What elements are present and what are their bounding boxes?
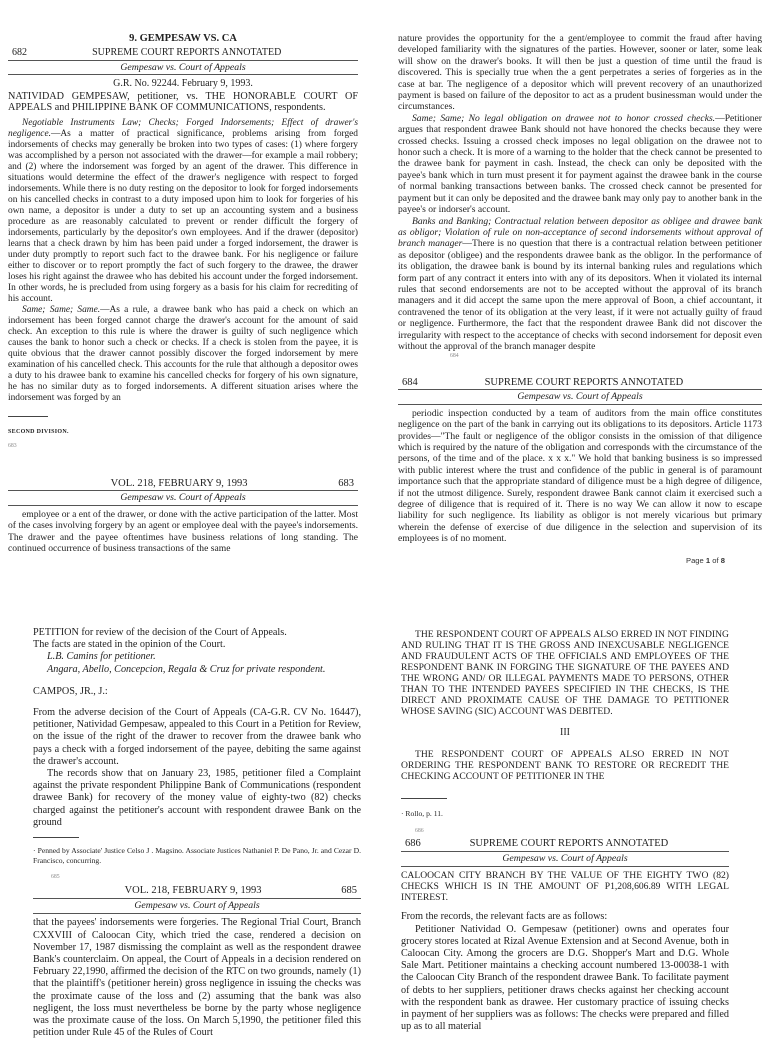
syllabus-4-head: Banks and Banking; Contractual relation between depositor as obligee and drawee bank as obligor; Violation of rule on non-acceptance of second indorsements without approval of branch manager (398, 215, 762, 250)
running-header-685 (33, 885, 361, 899)
body-paragraph: periodic inspection conducted by a team of auditors from the main office constitutes negligence on the part of the bank in carrying out its obligations to its depositors. Article 1173 provides—"The fault or negligence of the obligor consists in the omission of that diligence which is required by the nature of the obligation and corresponds with the circumstance of the persons, of the time and of the place. x x x." We hold that banking business is so impressed with public interest where the trust and confidence of the public in general is of paramount importance such that the appropriate standard of diligence must be a high degree of diligence, if not the utmost diligence. Surely, respondent drawee Bank cannot claim it exercised such a degree of diligence that is required of it. There is no way We can allow it now to escape liability for such negligence. Its liability as obligor is not merely vicarious but primary wherein the defense of exercise of due diligence in the selection and supervision of its employees is of no moment. (398, 407, 762, 545)
running-subhead: Gempesaw vs. Court of Appeals (398, 391, 762, 404)
running-subhead: Gempesaw vs. Court of Appeals (401, 853, 729, 867)
total-pages: 8 (720, 556, 725, 565)
bottom-right-continuation (401, 838, 729, 1033)
page-marker-683: 683 (8, 443, 17, 450)
top-right-column (398, 33, 762, 360)
footnote-rule (401, 798, 447, 799)
running-header-682 (8, 47, 358, 60)
ponente: CAMPOS, JR., J.: (33, 685, 108, 697)
syllabus-1 (8, 118, 358, 404)
page-number: 685 (341, 885, 357, 896)
body-paragraph: PETITION for review of the decision of the Court of Appeals. (33, 627, 287, 638)
reporter-title: SUPREME COURT REPORTS ANNOTATED (469, 838, 669, 849)
volume-line: VOL. 218, FEBRUARY 9, 1993 (110, 478, 248, 489)
footnote-rule (8, 416, 48, 417)
volume-line: VOL. 218, FEBRUARY 9, 1993 (124, 885, 262, 896)
body-paragraph: that the payees' indorsements were forgeries. The Regional Trial Court, Branch CXXVIII of Caloocan City, which tried the case, rendered a decision on November 17, 1987 dismissing the complaint as well as the respondent drawee Bank's counterclaim. On appeal, the Court of Appeals in a decision rendered on February 22,1990, affirmed the decision of the RTC on two grounds, namely (1) that the plaintiff's (petitioner herein) gross negligence in issuing the checks was the proximate cause of the loss and (2) assuming that the bank was also negligent, the loss must nevertheless be borne by the party whose negligence was the proximate cause of the loss. On March 5,1990, the petitioner filed this petition under Rule 45 of the Rules of Court (33, 917, 361, 1039)
page-number: 684 (402, 377, 418, 388)
assignment-of-error-2: THE RESPONDENT COURT OF APPEALS ALSO ERRED IN NOT FINDING AND RULING THAT IT IS THE GROSS AND INEXCUSABLE NEGLIGENCE AND FRAUDULENT ACTS OF THE OFFICIALS AND EMPLOYEES OF THE RESPONDENT BANK IN FORGING THE SIGNATURE OF THE PAYEES AND THE WRONG AND/ OR ILLEGAL PAYMENTS MADE TO PERSONS, OTHER THAN TO THE INTENDED PAYEES SPECIFIED IN THE CHECKS, IS THE DIRECT AND PROXIMATE CAUSE OF THE DAMAGE TO PETITIONER WHOSE SAVING (SIC) ACCOUNT WAS DEBITED. (401, 629, 729, 717)
page-marker-684: 684 (450, 353, 459, 360)
top-right-continuation (398, 377, 762, 545)
counsel-respondent: Angara, Abello, Concepcion, Regala & Cruz for private respondent. (47, 663, 326, 675)
division-note: SECOND DIVISION. (8, 428, 69, 435)
running-header-686 (401, 838, 729, 852)
running-header-683 (8, 478, 358, 491)
body-paragraph: From the records, the relevant facts are as follows: (401, 911, 608, 923)
body-paragraph: employee or a ent of the drawer, or done with the active participation of the latter. Most of the cases involving forgery by an agent or employee deal with the payee's indorsements. The drawer and the payee oftentimes have business relations of long standing. The continued occurrence of business transactions of the same (8, 508, 358, 555)
bottom-left-column (33, 627, 361, 881)
reporter-title: SUPREME COURT REPORTS ANNOTATED (484, 377, 684, 388)
parties: NATIVIDAD GEMPESAW, petitioner, vs. THE HONORABLE COURT OF APPEALS and PHILIPPINE BANK OF COMMUNICATIONS, respondents. (8, 90, 358, 114)
top-left-column (8, 33, 358, 454)
body-paragraph: The facts are stated in the opinion of the Court. (33, 639, 226, 651)
running-header-684 (398, 377, 762, 390)
syllabus-3-body: —Petitioner argues that respondent drawee Bank should not have honored the checks because they were crossed checks. Issuing a crossed check imposes no legal obligation on the drawee not to honor such a check. It is more of a warning to the holder that the check cannot be presented to the drawee bank for payment in cash. Instead, the check can only be deposited with the payee's bank which in turn must present it for payment against the drawee bank in the course of normal banking transactions between banks. The crossed check cannot be presented for payment but it can only be deposited and the drawee bank may only pay to another bank in the payee's or indorser's account. (398, 112, 762, 216)
body-paragraph: nature provides the opportunity for the a gent/employee to commit the fraud after having developed familiarity with the signatures of the parties. However, sooner or later, some leak will show on the drawer's books. It will then be just a question of time until the fraud is discovered. This is specially true when the a gent perpetrates a series of forgeries as in the case at bar. The negligence of a depositor which will prevent recovery of an unauthorized payment is based on failure of the depositor to act as a prudent businessman would under the circumstances. (398, 33, 762, 113)
running-subhead: Gempesaw vs. Court of Appeals (8, 492, 358, 505)
current-page: 1 (705, 556, 711, 565)
page-number: 683 (338, 478, 354, 489)
bottom-right-column (401, 629, 729, 835)
running-subhead: Gempesaw vs. Court of Appeals (33, 900, 361, 914)
gr-number: G.R. No. 92244. February 9, 1993. (113, 78, 253, 90)
reporter-title: SUPREME COURT REPORTS ANNOTATED (92, 47, 282, 59)
syllabus-3-head: Same; Same; No legal obligation on drawee not to honor crossed checks. (412, 112, 716, 124)
body-paragraph: From the adverse decision of the Court of Appeals (CA-G.R. CV No. 16447), petitioner, Natividad Gempesaw, appealed to this Court in a Petition for Review, on the issue of the right of the drawer to recover from the drawee bank who pays a check with a forged indorsement of the payee, debiting the same against the drawer's account. (33, 707, 361, 767)
page-number: 686 (405, 838, 421, 849)
page-marker-685: 685 (51, 874, 60, 881)
bottom-left-continuation (33, 885, 361, 1039)
counsel-petitioner: L.B. Camins for petitioner. (47, 651, 156, 663)
syllabus-2-head: Same; Same; Same. (22, 304, 101, 315)
syllabus-1-head: Negotiable Instruments Law; Checks; Forged Indorsements; Effect of drawer's negligence. (8, 117, 358, 139)
running-subhead: Gempesaw vs. Court of Appeals (8, 62, 358, 75)
top-left-continuation (8, 478, 358, 554)
footnote: · Rollo, p. 11. (401, 809, 443, 819)
case-title: 9. GEMPESAW VS. CA (129, 33, 237, 44)
syllabus-2-body: —As a rule, a drawee bank who has paid a check on which an indorsement has been forged cannot charge the drawer's account for the amount of said check. An exception to this rule is where the drawer is guilty of such negligence which causes the bank to honor such a check or checks. If a check is stolen from the payee, it is quite obvious that the drawer cannot possibly discover the forged indorsement by mere examination of his cancelled check. This accounts for the rule that although a depositor owes a duty to his drawee bank to examine his cancelled checks for forgery of his own signature, he has no similar duty as to forged indorsements. A different situation arises where the indorsement was forged by an (8, 304, 358, 403)
page-indicator: Page 1 of 8 (686, 556, 725, 565)
footnote-rule (33, 837, 79, 838)
syllabus-1-body: —As a matter of practical significance, problems arising from forged indorsements of checks may generally be broken into two types of cases: (1) where forgery was accomplished by a person not associated with the drawer—for example a mail robbery; and (2) where the indorsement was forged by an agent of the drawer. This difference in situations would determine the effect of the drawer's negligence with respect to forged indorsements. While there is no duty resting on the depositor to look for forged indorsements on his cancelled checks in contrast to a duty imposed upon him to look for forgeries of his own name, a depositor is under a duty to set up an accounting system and a business procedure as are reasonably calculated to prevent or render difficult the forgery of indorsements, particularly by the depositor's own employees. And if the drawer (depositor) learns that a check drawn by him has been paid under a forged indorsement, the drawer is under duty promptly to report such fact to the drawee bank. For his negligence or failure either to discover or to report promptly the fact of such forgery to the drawee, the drawer loses his right against the drawee who has debited his account under the forged indorsement. In other words, he is precluded from using forgery as a basis for his claim for recrediting of his account. (8, 128, 358, 304)
page-marker-686: 686 (415, 827, 424, 834)
page-number: 682 (12, 47, 27, 59)
body-paragraph: The records show that on January 23, 1985, petitioner filed a Complaint against the private respondent Philippine Bank of Communications (respondent drawee Bank) for recovery of the money value of eighty-two (82) checks charged against the petitioner's account with respondent drawee Bank on the ground (33, 768, 361, 828)
footnote: · Penned by Associate' Justice Celso J . Magsino. Associate Justices Nathaniel P. De Pano, Jr. and Cezar D. Francisco, concurring. (33, 846, 361, 865)
roman-numeral: III (560, 727, 570, 738)
assignment-of-error-3: THE RESPONDENT COURT OF APPEALS ALSO ERRED IN NOT ORDERING THE RESPONDENT BANK TO RESTORE OR RECREDIT THE CHECKING ACCOUNT OF PETITIONER IN THE (401, 749, 729, 783)
body-paragraph: Petitioner Natividad O. Gempesaw (petitioner) owns and operates four grocery stores located at Rizal Avenue Extension and at Second Avenue, both in Caloocan City. Among the grocers are D.G. Shopper's Mart and D.G. Whole Sale Mart. Petitioner maintains a checking account numbered 13-00038-1 with the Caloocan City Branch of the respondent drawee Bank. To facilitate payment of debts to her suppliers, petitioner draws checks against her checking account with the respondent bank as drawee. Her customary practice of issuing checks in payment of her suppliers was as follows: The checks were prepared and filled up as to all material (401, 923, 729, 1033)
syllabus-4-body: —There is no question that there is a contractual relation between petitioner as depositor (obligee) and the respondents drawee bank as the obligor. In the performance of its obligation, the drawee bank is bound by its internal banking rules and regulations which form part of any contract it enters into with any of its depositors. When it violated its internal rules that second endorsements are not to be accepted without the approval of its branch managers and it did accept the same upon the mere approval of Boon, a chief accountant, it contravened the tenor of its obligation at the very least, if it were not actually guilty of fraud or negligence. Furthermore, the fact that the respondent drawee Bank did not discover the irregularity with respect to the acceptance of checks with second indorsement for deposit even without the approval of the branch manager despite (398, 238, 762, 352)
assignment-of-error-cont: CALOOCAN CITY BRANCH BY THE VALUE OF THE EIGHTY TWO (82) CHECKS WHICH IS IN THE AMOUNT OF P1,208,606.89 WITH LEGAL INTEREST. (401, 870, 729, 904)
